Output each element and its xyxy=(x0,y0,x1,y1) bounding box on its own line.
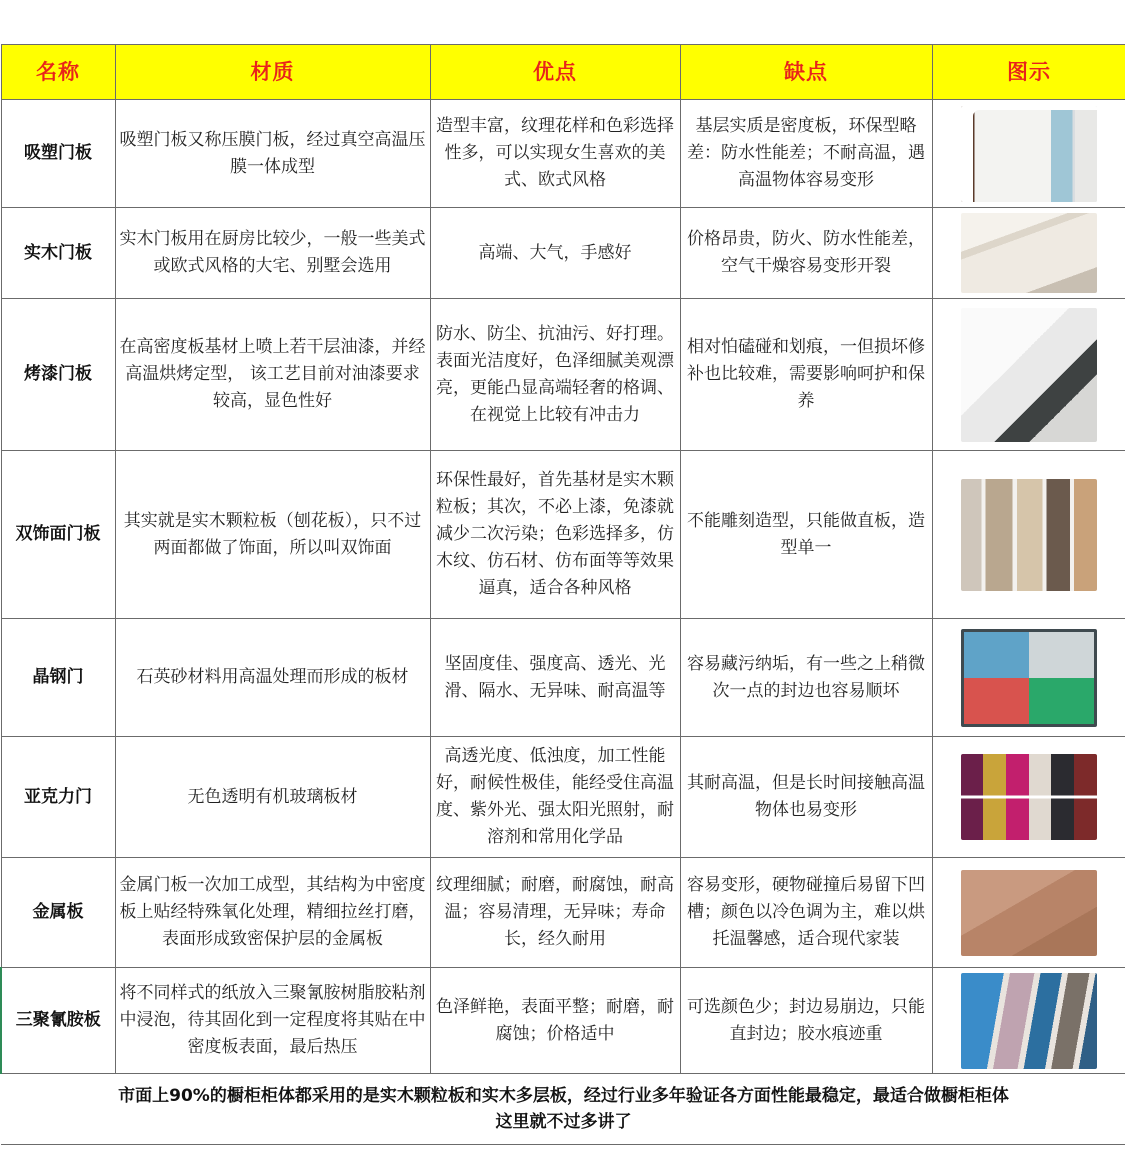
table-row xyxy=(1,451,1125,619)
row-name: 三聚氰胺板 xyxy=(1,968,115,1074)
row-material: 将不同样式的纸放入三聚氰胺树脂胶粘剂中浸泡，待其固化到一定程度将其贴在中密度板表面，最后热压 xyxy=(115,968,430,1074)
footer-row xyxy=(1,1074,1125,1145)
row-material: 实木门板用在厨房比较少，一般一些美式或欧式风格的大宅、别墅会选用 xyxy=(115,208,430,299)
row-pros: 高透光度、低浊度，加工性能好，耐候性极佳，能经受住高温度、紫外光、强太阳光照射，耐溶剂和常用化学品 xyxy=(430,737,680,858)
row-name: 亚克力门 xyxy=(1,737,115,858)
row-material: 吸塑门板又称压膜门板，经过真空高温压膜一体成型 xyxy=(115,100,430,208)
row-material: 无色透明有机玻璃板材 xyxy=(115,737,430,858)
row-pros: 坚固度佳、强度高、透光、光滑、隔水、无异味、耐高温等 xyxy=(430,619,680,737)
row-material: 在高密度板基材上喷上若干层油漆，并经高温烘烤定型， 该工艺目前对油漆要求较高，显色性好 xyxy=(115,299,430,451)
row-cons: 容易变形，硬物碰撞后易留下凹槽；颜色以冷色调为主，难以烘托温馨感，适合现代家装 xyxy=(680,858,932,968)
header-row xyxy=(1,45,1125,100)
row-pros: 造型丰富，纹理花样和色彩选择性多，可以实现女生喜欢的美式、欧式风格 xyxy=(430,100,680,208)
header-pros: 优点 xyxy=(430,45,680,100)
row-material: 其实就是实木颗粒板（刨花板），只不过两面都做了饰面，所以叫双饰面 xyxy=(115,451,430,619)
crystal-steel-door-sample-image xyxy=(961,629,1097,727)
row-image xyxy=(932,619,1125,737)
solid-wood-door-sample-image xyxy=(961,213,1097,293)
row-cons: 其耐高温，但是长时间接触高温物体也易变形 xyxy=(680,737,932,858)
row-cons: 基层实质是密度板，环保型略差：防水性能差；不耐高温，遇高温物体容易变形 xyxy=(680,100,932,208)
double-veneer-door-sample-image xyxy=(961,479,1097,591)
row-image xyxy=(932,100,1125,208)
row-image xyxy=(932,451,1125,619)
footer-line-2: 这里就不过多讲了 xyxy=(495,1112,632,1132)
melamine-board-sample-image xyxy=(961,973,1097,1069)
table-row xyxy=(1,619,1125,737)
row-image xyxy=(932,858,1125,968)
row-name: 实木门板 xyxy=(1,208,115,299)
footer-note xyxy=(1,1074,1125,1145)
metal-door-sample-image xyxy=(961,870,1097,956)
header-name: 名称 xyxy=(1,45,115,100)
row-name: 晶钢门 xyxy=(1,619,115,737)
row-name: 金属板 xyxy=(1,858,115,968)
row-name: 双饰面门板 xyxy=(1,451,115,619)
row-pros: 环保性最好，首先基材是实木颗粒板；其次，不必上漆，免漆就减少二次污染；色彩选择多，仿木纹、仿石材、仿布面等等效果逼真，适合各种风格 xyxy=(430,451,680,619)
table-row xyxy=(1,968,1125,1074)
row-image xyxy=(932,299,1125,451)
table-row xyxy=(1,208,1125,299)
blister-door-sample-image xyxy=(961,106,1097,202)
row-cons: 相对怕磕碰和划痕，一但损坏修补也比较难，需要影响呵护和保养 xyxy=(680,299,932,451)
acrylic-door-sample-image xyxy=(961,754,1097,840)
row-pros: 防水、防尘、抗油污、好打理。表面光洁度好，色泽细腻美观漂亮，更能凸显高端轻奢的格调、在视觉上比较有冲击力 xyxy=(430,299,680,451)
table-row xyxy=(1,299,1125,451)
row-name: 吸塑门板 xyxy=(1,100,115,208)
table-row xyxy=(1,737,1125,858)
row-cons: 容易藏污纳垢，有一些之上稍微次一点的封边也容易顺坏 xyxy=(680,619,932,737)
row-cons: 可选颜色少；封边易崩边，只能直封边；胶水痕迹重 xyxy=(680,968,932,1074)
header-material: 材质 xyxy=(115,45,430,100)
footer-line-1: 市面上90%的橱柜柜体都采用的是实木颗粒板和实木多层板，经过行业多年验证各方面性能最稳定，最适合做橱柜柜体 xyxy=(118,1086,1009,1106)
table-row xyxy=(1,100,1125,208)
table-row xyxy=(1,858,1125,968)
top-margin xyxy=(0,0,1125,44)
header-image: 图示 xyxy=(932,45,1125,100)
row-cons: 价格昂贵，防火、防水性能差，空气干燥容易变形开裂 xyxy=(680,208,932,299)
cabinet-door-comparison-table xyxy=(0,44,1125,1145)
row-cons: 不能雕刻造型，只能做直板，造型单一 xyxy=(680,451,932,619)
row-pros: 高端、大气，手感好 xyxy=(430,208,680,299)
header-cons: 缺点 xyxy=(680,45,932,100)
row-material: 金属门板一次加工成型，其结构为中密度板上贴经特殊氧化处理，精细拉丝打磨，表面形成致密保护层的金属板 xyxy=(115,858,430,968)
row-material: 石英砂材料用高温处理而形成的板材 xyxy=(115,619,430,737)
row-image xyxy=(932,737,1125,858)
row-image xyxy=(932,968,1125,1074)
row-image xyxy=(932,208,1125,299)
row-name: 烤漆门板 xyxy=(1,299,115,451)
row-pros: 纹理细腻；耐磨，耐腐蚀，耐高温；容易清理，无异味；寿命长，经久耐用 xyxy=(430,858,680,968)
row-pros: 色泽鲜艳，表面平整；耐磨，耐腐蚀；价格适中 xyxy=(430,968,680,1074)
lacquer-door-sample-image xyxy=(961,308,1097,442)
